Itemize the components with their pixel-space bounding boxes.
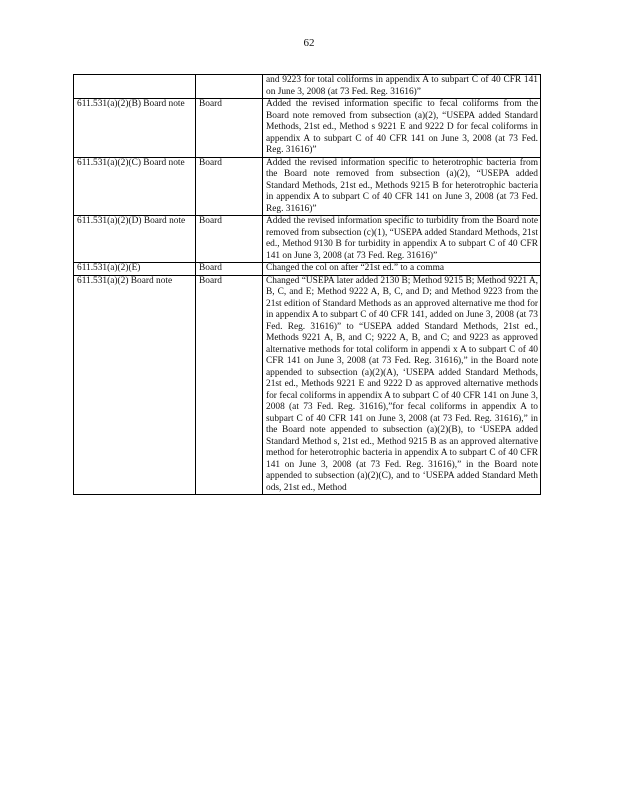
table-row	[74, 263, 541, 276]
description-cell: Changed the col on after “21st ed.” to a comma	[263, 263, 541, 276]
table-row	[74, 75, 541, 99]
description-cell: Added the revised information specific to fecal coliforms from the Board note removed from subsection (a)(2), “USEPA added Standard Methods, 21st ed., Method s 9221 E and 9222 D for fecal coliforms in appendix A to subpart C of 40 CFR 141 on June 3, 2008 (at 73 Fed. Reg. 31616)”	[263, 99, 541, 158]
source-cell: Board	[196, 263, 263, 276]
source-cell: Board	[196, 216, 263, 263]
section-cell: 611.531(a)(2)(B) Board note	[74, 99, 196, 158]
table-row	[74, 275, 541, 495]
source-cell: Board	[196, 99, 263, 158]
table-row	[74, 157, 541, 216]
table-row	[74, 216, 541, 263]
source-cell: Board	[196, 275, 263, 495]
description-cell: Changed “USEPA later added 2130 B; Method 9215 B; Method 9221 A, B, C, and E; Method 9222 A, B, C, and D; and Method 9223 from the 21st edition of Standard Methods as an approved alternative me thod for in appendix A to subpart C of 40 CFR 141, added on June 3, 2008 (at 73 Fed. Reg. 31616)” to “USEPA added Standard Methods, 21st ed., Methods 9221 A, B, and C; 9222 A, B, and C; and 9223 as approved alternative methods for total coliform in appendi x A to subpart C of 40 CFR 141 on June 3, 2008 (at 73 Fed. Reg. 31616),” in the Board note appended to subsection (a)(2)(A), ‘USEPA added Standard Methods, 21st ed., Methods 9221 E and 9222 D as approved alternative methods for fecal coliforms in appendix A to subpart C of 40 CFR 141 on June 3, 2008 (at 73 Fed. Reg. 31616),”for fecal coliforms in appendix A to subpart C of 40 CFR 141 on June 3, 2008 (at 73 Fed. Reg. 31616),” in the Board note appended to subsection (a)(2)(B), to ‘USEPA added Standard Method s, 21st ed., Method 9215 B as an approved alternative method for heterotrophic bacteria in appendix A to subpart C of 40 CFR 141 on June 3, 2008 (at 73 Fed. Reg. 31616),” in the Board note appended to subsection (a)(2)(C), and to ‘USEPA added Standard Meth ods, 21st ed., Method	[263, 275, 541, 495]
section-cell: 611.531(a)(2)(D) Board note	[74, 216, 196, 263]
source-cell: Board	[196, 157, 263, 216]
description-cell: Added the revised information specific to turbidity from the Board note removed from subsection (c)(1), “USEPA added Standard Methods, 21st ed., Method 9130 B for turbidity in appendix A to subpart C of 40 CFR 141 on June 3, 2008 (at 73 Fed. Reg. 31616)”	[263, 216, 541, 263]
section-cell	[74, 75, 196, 99]
section-cell: 611.531(a)(2)(C) Board note	[74, 157, 196, 216]
section-cell: 611.531(a)(2)(E)	[74, 263, 196, 276]
amendments-table	[73, 74, 541, 495]
description-cell: and 9223 for total coliforms in appendix A to subpart C of 40 CFR 141 on June 3, 2008 (at 73 Fed. Reg. 31616)”	[263, 75, 541, 99]
section-cell: 611.531(a)(2) Board note	[74, 275, 196, 495]
source-cell	[196, 75, 263, 99]
description-cell: Added the revised information specific to heterotrophic bacteria from the Board note removed from subsection (a)(2), “USEPA added Standard Methods, 21st ed., Methods 9215 B for heterotrophic bacteria in appendix A to subpart C of 40 CFR 141 on June 3, 2008 (at 73 Fed. Reg. 31616)”	[263, 157, 541, 216]
page-number: 62	[303, 37, 315, 49]
table-row	[74, 99, 541, 158]
